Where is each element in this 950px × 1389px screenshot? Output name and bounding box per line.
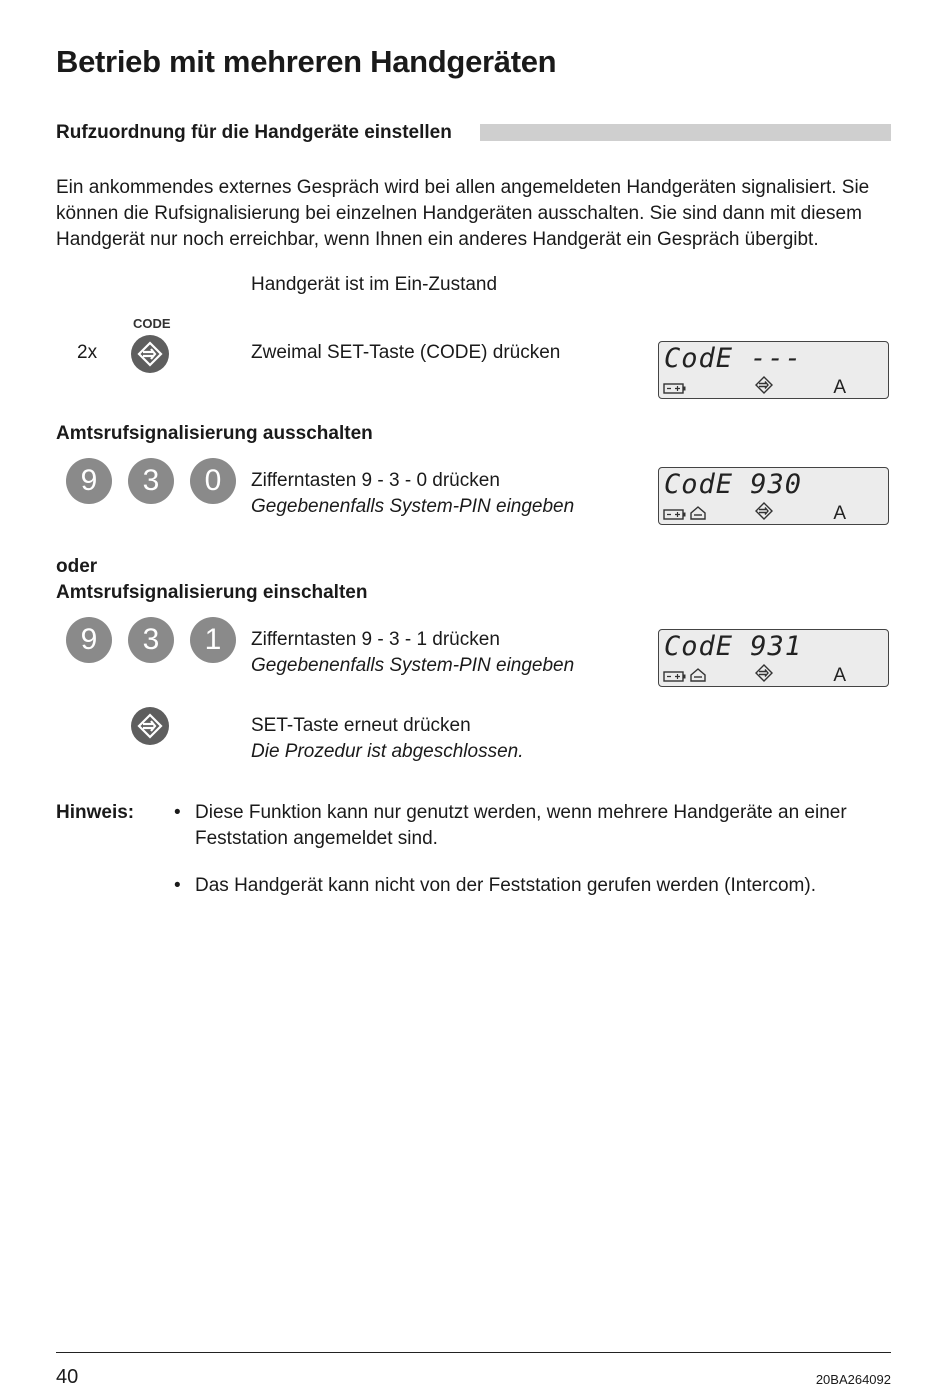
- code-key-caption: CODE: [133, 316, 171, 331]
- off-heading: Amtsrufsignalisierung ausschalten: [56, 423, 373, 444]
- set-key-icon: [131, 707, 169, 745]
- digit-key-0: 0: [190, 458, 236, 504]
- battery-icon: [663, 381, 687, 395]
- lcd-main-text: CodE 931: [664, 631, 803, 662]
- note-label: Hinweis:: [56, 802, 135, 823]
- step-on-state-text: Handgerät ist im Ein-Zustand: [251, 274, 498, 295]
- base-station-icon: [689, 505, 707, 521]
- page-title: Betrieb mit mehreren Handgeräten: [56, 44, 557, 79]
- lcd-display: [658, 467, 889, 525]
- step-digits-930-text: Zifferntasten 9 - 3 - 0 drücken: [251, 470, 500, 491]
- lcd-display: [658, 341, 889, 399]
- page-number: 40: [56, 1366, 79, 1388]
- note-bullet: Das Handgerät kann nicht von der Feststation gerufen werden (Intercom).: [195, 875, 816, 896]
- bullet-dot: •: [174, 802, 181, 823]
- set-symbol-icon: [754, 663, 774, 683]
- digit-key-3: 3: [128, 617, 174, 663]
- battery-icon: [663, 507, 687, 521]
- digit-key-1: 1: [190, 617, 236, 663]
- digit-key-9: 9: [66, 617, 112, 663]
- lcd-main-text: CodE 930: [664, 469, 803, 500]
- lcd-letter: A: [833, 665, 846, 686]
- lcd-display: [658, 629, 889, 687]
- section-heading-bar: [480, 124, 891, 141]
- lcd-letter: A: [833, 503, 846, 524]
- step-digits-931-text: Zifferntasten 9 - 3 - 1 drücken: [251, 629, 500, 650]
- digit-key-3: 3: [128, 458, 174, 504]
- step-pin-note: Gegebenenfalls System-PIN eingeben: [251, 496, 575, 517]
- battery-icon: [663, 669, 687, 683]
- bullet-dot: •: [174, 875, 181, 896]
- lcd-main-text: CodE ---: [664, 343, 803, 374]
- base-station-icon: [689, 667, 707, 683]
- digit-key-9: 9: [66, 458, 112, 504]
- step-press-set-again-text: SET-Taste erneut drücken: [251, 715, 471, 736]
- section-heading: Rufzuordnung für die Handgeräte einstellen: [56, 122, 452, 143]
- footer-rule: [56, 1352, 891, 1353]
- on-heading: Amtsrufsignalisierung einschalten: [56, 582, 368, 603]
- press-count: 2x: [77, 342, 98, 363]
- set-key-icon: [131, 335, 169, 373]
- intro-paragraph: Ein ankommendes externes Gespräch wird bei allen angemeldeten Handgeräten signalisiert. Sie können die Rufsignalisierung bei einzelnen Handgeräten ausschalten. Sie sind dann mit diesem Handgerät nur noch erreichbar, wenn Ihnen ein anderes Handgerät ein Gespräch übergibt.: [56, 177, 870, 250]
- lcd-letter: A: [833, 377, 846, 398]
- set-symbol-icon: [754, 375, 774, 395]
- set-symbol-icon: [754, 501, 774, 521]
- document-id: 20BA264092: [815, 1372, 891, 1387]
- note-bullet: Diese Funktion kann nur genutzt werden, wenn mehrere Handgeräte an einer Feststation angemeldet sind.: [195, 802, 847, 849]
- step-pin-note: Gegebenenfalls System-PIN eingeben: [251, 655, 575, 676]
- step-press-set-twice-text: Zweimal SET-Taste (CODE) drücken: [251, 342, 561, 363]
- oder-label: oder: [56, 556, 98, 577]
- step-done-note: Die Prozedur ist abgeschlossen.: [251, 741, 524, 762]
